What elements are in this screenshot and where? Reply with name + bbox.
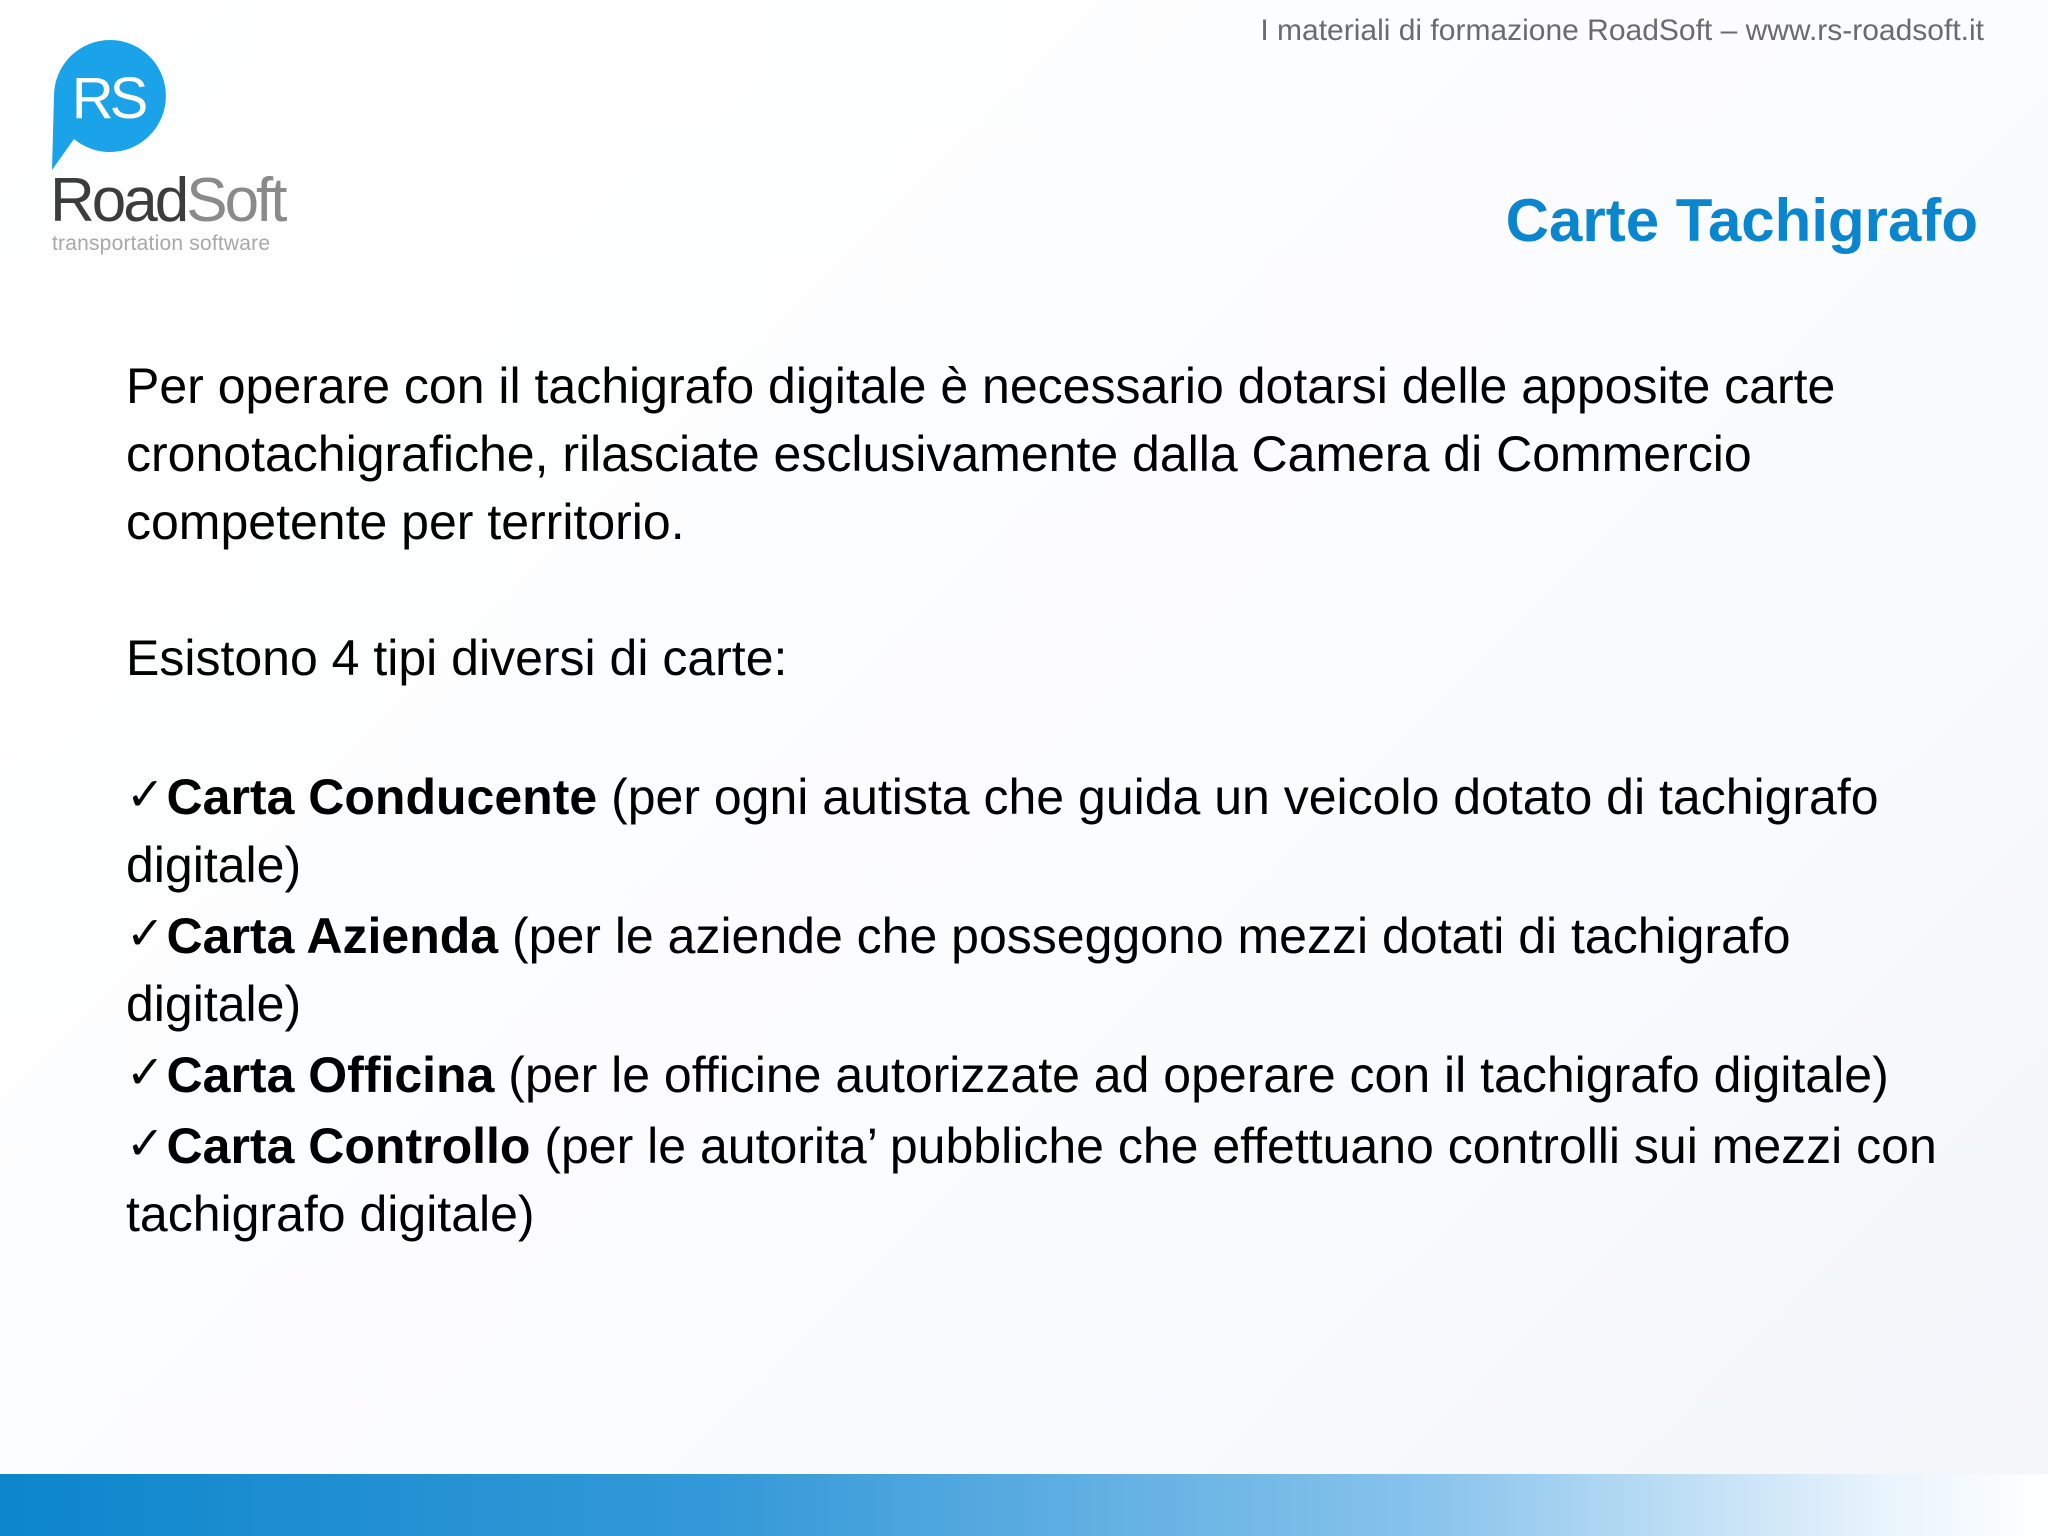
card-item-controllo bbox=[126, 1109, 1966, 1248]
logo-tagline: transportation software bbox=[52, 232, 271, 255]
spacer bbox=[126, 556, 1966, 624]
types-heading: Esistono 4 tipi diversi di carte: bbox=[126, 630, 788, 686]
roadsoft-logo bbox=[50, 36, 310, 266]
card-name: Carta Officina bbox=[166, 1047, 495, 1103]
logo-wordmark bbox=[50, 166, 285, 235]
card-description: (per le autorita’ pubbliche che effettuano controlli sui mezzi con tachigrafo digitale) bbox=[126, 1118, 1937, 1242]
card-item-officina bbox=[126, 1038, 1966, 1109]
intro-paragraph: Per operare con il tachigrafo digitale è necessario dotarsi delle apposite carte cronotachigrafiche, rilasciate esclusivamente dalla Camera di Commercio competente per territorio. bbox=[126, 358, 1836, 550]
rs-bubble-icon bbox=[50, 36, 170, 176]
footer-gradient-bar bbox=[0, 1474, 2048, 1536]
card-description: (per le aziende che posseggono mezzi dotati di tachigrafo digitale) bbox=[126, 908, 1791, 1032]
slide-content bbox=[126, 352, 1966, 1248]
spacer bbox=[126, 692, 1966, 760]
slide-title: Carte Tachigrafo bbox=[1505, 187, 1978, 254]
card-item-azienda bbox=[126, 899, 1966, 1038]
card-description: (per le officine autorizzate ad operare con il tachigrafo digitale) bbox=[494, 1047, 1889, 1103]
checkmark-icon: ✓ bbox=[126, 768, 165, 820]
logo-word-road: Road bbox=[50, 166, 187, 235]
card-name: Carta Conducente bbox=[166, 769, 598, 825]
card-name: Carta Azienda bbox=[166, 908, 499, 964]
card-name: Carta Controllo bbox=[166, 1118, 531, 1174]
checkmark-icon: ✓ bbox=[126, 1117, 165, 1169]
logo-word-soft: Soft bbox=[186, 166, 285, 235]
card-item-conducente bbox=[126, 760, 1966, 899]
checkmark-icon: ✓ bbox=[126, 1046, 165, 1098]
checkmark-icon: ✓ bbox=[126, 907, 165, 959]
header-note: I materiali di formazione RoadSoft – www.rs-roadsoft.it bbox=[1260, 14, 1984, 47]
logo-monogram: RS bbox=[71, 66, 145, 131]
card-description: (per ogni autista che guida un veicolo dotato di tachigrafo digitale) bbox=[126, 769, 1879, 893]
